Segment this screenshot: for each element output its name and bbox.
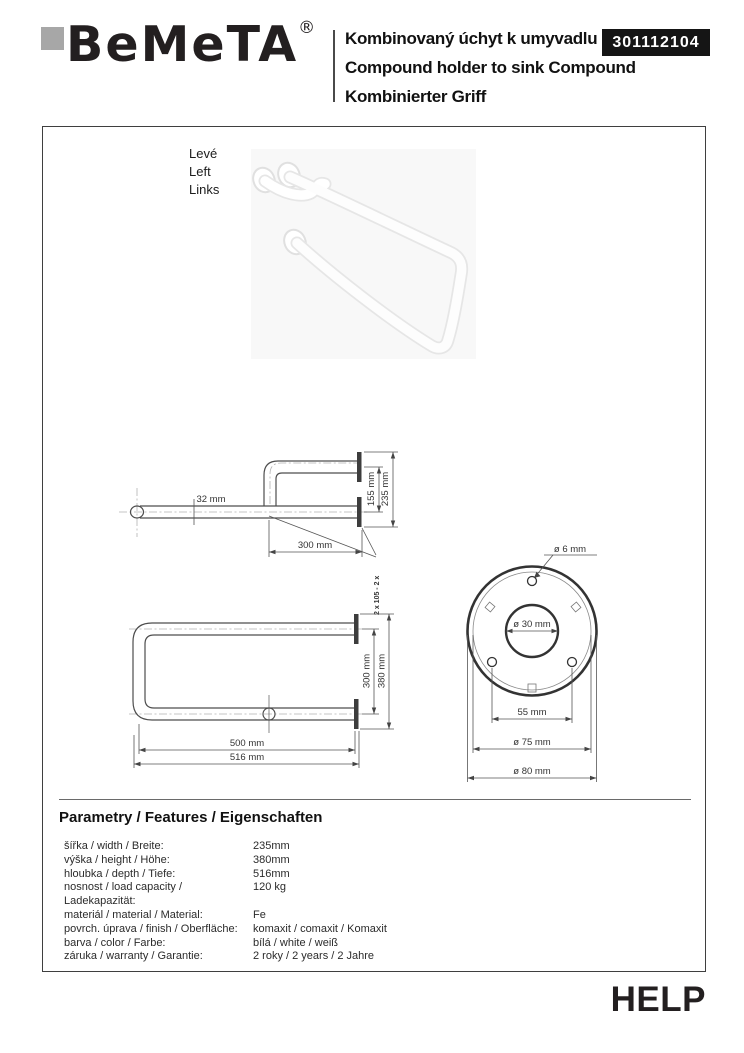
brand-logo bbox=[66, 16, 315, 73]
parameter-value: komaxit / comaxit / Komaxit bbox=[253, 922, 387, 935]
dim-height-inner: 300 mm bbox=[361, 653, 373, 689]
tube-outline bbox=[133, 623, 354, 720]
title-line-en: Compound holder to sink Compound bbox=[345, 58, 636, 77]
logo-square-icon bbox=[41, 27, 64, 50]
content-box bbox=[42, 126, 706, 972]
parameter-label: povrch. úprava / finish / Oberfläche: bbox=[64, 922, 238, 935]
parameter-value: Fe bbox=[253, 908, 266, 921]
table-row bbox=[64, 923, 624, 937]
header-divider bbox=[333, 30, 335, 102]
table-row bbox=[64, 868, 624, 882]
centerlines bbox=[119, 463, 369, 537]
drawing-flange-detail bbox=[441, 539, 651, 789]
centerlines bbox=[129, 629, 364, 714]
mounting-note: 2 x 105 - 2 x bbox=[374, 575, 381, 615]
parameter-value: 516mm bbox=[253, 867, 290, 880]
title-line-de: Kombinierter Griff bbox=[345, 87, 487, 106]
dim-circle-diameter: ø 75 mm bbox=[513, 737, 551, 748]
orientation-cz: Levé bbox=[189, 146, 218, 161]
dim-center-diameter: ø 30 mm bbox=[513, 619, 551, 630]
parameter-label: hloubka / depth / Tiefe: bbox=[64, 867, 176, 880]
product-title bbox=[345, 24, 645, 111]
registered-mark: ® bbox=[298, 18, 316, 38]
table-row bbox=[64, 881, 624, 909]
dim-height-overall: 235 mm bbox=[380, 471, 391, 507]
screw-hole-right bbox=[568, 658, 577, 667]
table-row bbox=[64, 937, 624, 951]
dim-hole-spacing: 55 mm bbox=[517, 707, 547, 718]
tube-outline bbox=[131, 461, 358, 518]
parameters-heading: Parametry / Features / Eigenschaften bbox=[59, 809, 323, 826]
dim-tube-diameter: 32 mm bbox=[196, 494, 226, 505]
help-logo: HELP bbox=[610, 980, 706, 1019]
brand-text: BeMeTA bbox=[66, 16, 299, 73]
dim-height-overall: 380 mm bbox=[376, 653, 388, 689]
parameter-label: nosnost / load capacity / Ladekapazität: bbox=[64, 881, 183, 908]
table-row bbox=[64, 854, 624, 868]
notch-upper-left bbox=[485, 602, 495, 612]
notch-bottom bbox=[528, 684, 536, 692]
dim-hook-depth: 300 mm bbox=[297, 540, 333, 551]
grab-bar-photo bbox=[251, 149, 476, 359]
parameter-label: materiál / material / Material: bbox=[64, 908, 203, 921]
notch-upper-right bbox=[571, 602, 581, 612]
dim-length-overall: 516 mm bbox=[229, 752, 265, 763]
parameter-label: výška / height / Höhe: bbox=[64, 853, 170, 866]
table-row bbox=[64, 950, 624, 964]
screw-hole-left bbox=[488, 658, 497, 667]
parameter-label: záruka / warranty / Garantie: bbox=[64, 950, 203, 963]
orientation-en: Left bbox=[189, 164, 211, 179]
dim-hole-diameter: ø 6 mm bbox=[553, 544, 587, 555]
parameter-value: bílá / white / weiß bbox=[253, 936, 338, 949]
wall-flange-marks bbox=[357, 452, 362, 527]
dim-outer-diameter: ø 80 mm bbox=[513, 766, 551, 777]
table-row bbox=[64, 909, 624, 923]
table-row bbox=[64, 840, 624, 854]
drawing-front-view bbox=[96, 604, 416, 774]
screw-hole-top bbox=[528, 577, 537, 586]
product-photo bbox=[251, 149, 476, 359]
drawing-top-view bbox=[119, 444, 409, 624]
orientation-label bbox=[189, 145, 219, 199]
parameter-label: šířka / width / Breite: bbox=[64, 840, 164, 852]
title-line-cz: Kombinovaný úchyt k umyvadlu bbox=[345, 29, 598, 48]
parameters-separator bbox=[59, 799, 691, 800]
wall-flange-marks bbox=[354, 614, 359, 729]
product-code-badge: 301112104 bbox=[602, 29, 710, 56]
parameter-value: 380mm bbox=[253, 853, 290, 866]
parameter-value: 235mm bbox=[253, 840, 290, 852]
dim-length-inner: 500 mm bbox=[229, 738, 265, 749]
parameter-value: 2 roky / 2 years / 2 Jahre bbox=[253, 950, 375, 963]
parameter-label: barva / color / Farbe: bbox=[64, 936, 166, 949]
parameters-table bbox=[64, 840, 624, 964]
parameter-value: 120 kg bbox=[253, 881, 287, 894]
dim-height-inner: 155 mm bbox=[366, 471, 377, 507]
orientation-de: Links bbox=[189, 182, 220, 197]
